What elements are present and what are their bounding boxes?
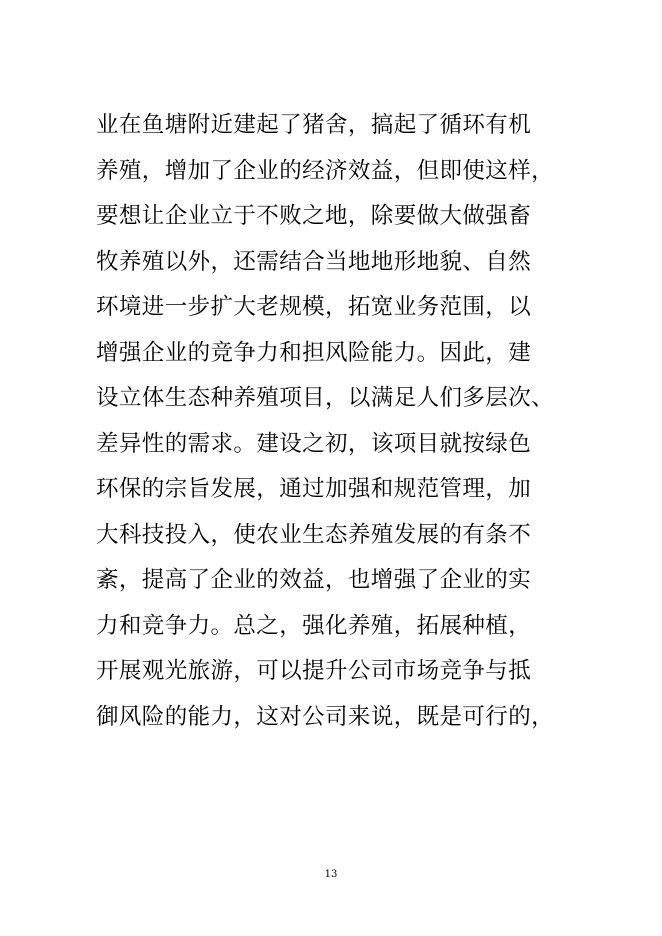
text-line: 力和竞争力。总之，强化养殖，拓展种植， [96, 612, 532, 639]
text-line: 要想让企业立于不败之地，除要做大做强畜 [96, 203, 532, 229]
text-line: 环境进一步扩大老规模，拓宽业务范围，以 [96, 294, 532, 320]
text-line: 大科技投入，使农业生态养殖发展的有条不 [96, 521, 532, 548]
text-line: 开展观光旅游，可以提升公司市场竞争与抵 [96, 658, 532, 684]
text-line: 业在鱼塘附近建起了猪舍，搞起了循环有机 [96, 112, 532, 138]
body-text [96, 103, 576, 740]
text-line: 养殖，增加了企业的经济效益，但即使这样， [96, 157, 555, 184]
text-line: 牧养殖以外，还需结合当地地形地貌、自然 [96, 248, 532, 275]
text-line: 设立体生态种养殖项目，以满足人们多层次、 [96, 385, 555, 411]
text-line: 紊，提高了企业的效益，也增强了企业的实 [96, 567, 532, 593]
text-line: 环保的宗旨发展，通过加强和规范管理，加 [96, 476, 532, 502]
text-line: 差异性的需求。建设之初，该项目就按绿色 [96, 430, 532, 457]
text-line: 御风险的能力，这对公司来说，既是可行的， [96, 703, 555, 730]
text-line: 增强企业的竞争力和担风险能力。因此，建 [96, 339, 532, 366]
page-number: 13 [324, 869, 338, 880]
